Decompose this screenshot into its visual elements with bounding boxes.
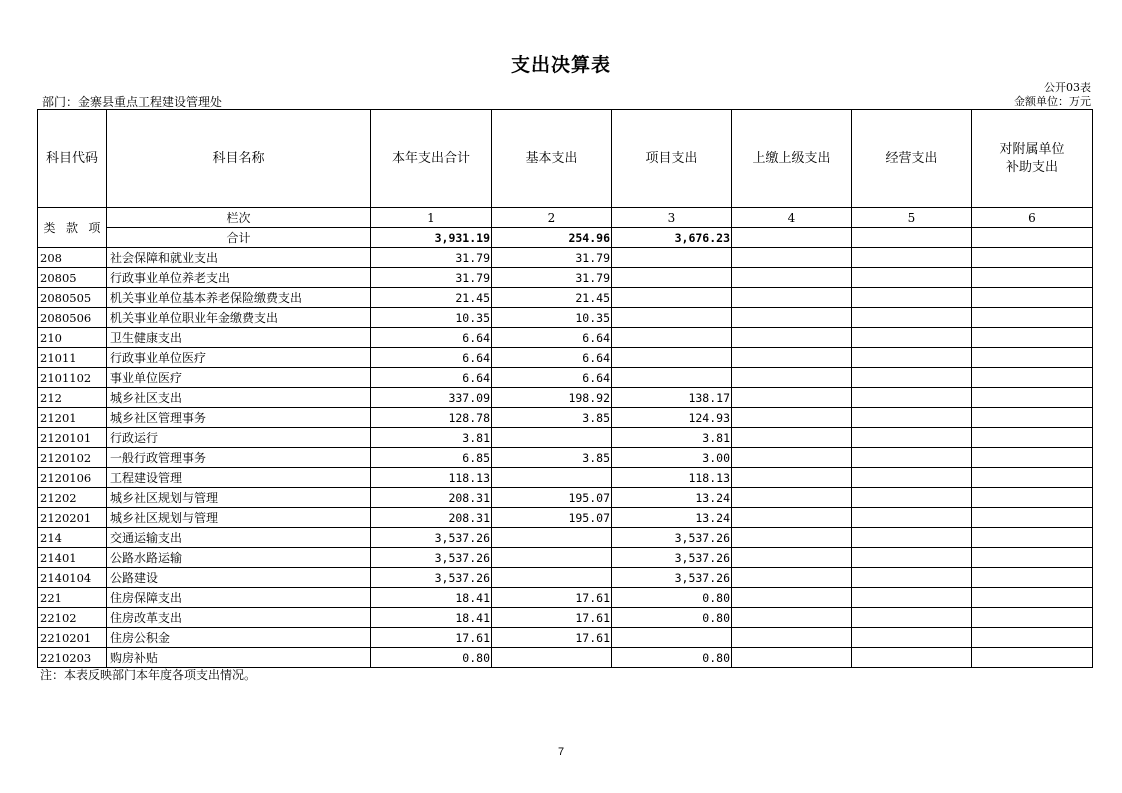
row-subsidy xyxy=(972,368,1093,388)
row-subsidy xyxy=(972,408,1093,428)
row-code: 20805 xyxy=(38,268,107,288)
row-project xyxy=(612,268,732,288)
row-name: 购房补贴 xyxy=(107,648,371,668)
row-name: 社会保障和就业支出 xyxy=(107,248,371,268)
row-project: 0.80 xyxy=(612,608,732,628)
header-project: 项目支出 xyxy=(612,110,732,208)
row-subsidy xyxy=(972,628,1093,648)
table-row xyxy=(38,408,1093,428)
table-row xyxy=(38,388,1093,408)
row-total: 31.79 xyxy=(371,268,492,288)
row-subsidy xyxy=(972,488,1093,508)
header-name: 科目名称 xyxy=(107,110,371,208)
row-business xyxy=(852,408,972,428)
col-number: 5 xyxy=(852,208,972,228)
row-subsidy xyxy=(972,248,1093,268)
row-basic: 3.85 xyxy=(492,408,612,428)
row-subsidy xyxy=(972,608,1093,628)
row-subsidy xyxy=(972,268,1093,288)
row-name: 行政事业单位医疗 xyxy=(107,348,371,368)
row-name: 公路建设 xyxy=(107,568,371,588)
row-subsidy xyxy=(972,348,1093,368)
row-upper xyxy=(732,528,852,548)
row-name: 机关事业单位职业年金缴费支出 xyxy=(107,308,371,328)
row-code: 2080505 xyxy=(38,288,107,308)
row-upper xyxy=(732,628,852,648)
row-project xyxy=(612,348,732,368)
total-amount: 3,931.19 xyxy=(371,228,492,248)
row-basic: 17.61 xyxy=(492,628,612,648)
row-code: 21011 xyxy=(38,348,107,368)
table-row xyxy=(38,328,1093,348)
row-project xyxy=(612,328,732,348)
row-upper xyxy=(732,328,852,348)
row-basic xyxy=(492,528,612,548)
xiang-label: 项 xyxy=(88,220,101,235)
row-name: 一般行政管理事务 xyxy=(107,448,371,468)
row-business xyxy=(852,368,972,388)
row-upper xyxy=(732,468,852,488)
row-upper xyxy=(732,308,852,328)
row-name: 事业单位医疗 xyxy=(107,368,371,388)
table-row xyxy=(38,368,1093,388)
table-row xyxy=(38,588,1093,608)
col-number: 6 xyxy=(972,208,1093,228)
table-row xyxy=(38,488,1093,508)
totals-row xyxy=(38,228,1093,248)
row-subsidy xyxy=(972,428,1093,448)
row-code: 2210201 xyxy=(38,628,107,648)
row-project: 13.24 xyxy=(612,488,732,508)
row-business xyxy=(852,528,972,548)
row-name: 机关事业单位基本养老保险缴费支出 xyxy=(107,288,371,308)
row-total: 6.85 xyxy=(371,448,492,468)
row-name: 城乡社区支出 xyxy=(107,388,371,408)
table-row xyxy=(38,548,1093,568)
row-total: 128.78 xyxy=(371,408,492,428)
row-subsidy xyxy=(972,528,1093,548)
row-project: 138.17 xyxy=(612,388,732,408)
row-upper xyxy=(732,448,852,468)
header-business: 经营支出 xyxy=(852,110,972,208)
table-row xyxy=(38,288,1093,308)
row-subsidy xyxy=(972,548,1093,568)
row-business xyxy=(852,588,972,608)
page-title: 支出决算表 xyxy=(510,54,611,76)
row-project xyxy=(612,368,732,388)
row-name: 住房公积金 xyxy=(107,628,371,648)
row-name: 卫生健康支出 xyxy=(107,328,371,348)
total-business xyxy=(852,228,972,248)
row-upper xyxy=(732,288,852,308)
kuan-label: 款 xyxy=(65,220,78,235)
col-number: 1 xyxy=(371,208,492,228)
row-total: 3.81 xyxy=(371,428,492,448)
row-code: 210 xyxy=(38,328,107,348)
total-project: 3,676.23 xyxy=(612,228,732,248)
row-business xyxy=(852,648,972,668)
row-basic: 21.45 xyxy=(492,288,612,308)
row-basic: 31.79 xyxy=(492,248,612,268)
row-code: 2101102 xyxy=(38,368,107,388)
header-total: 本年支出合计 xyxy=(371,110,492,208)
row-upper xyxy=(732,348,852,368)
row-subsidy xyxy=(972,508,1093,528)
row-code: 221 xyxy=(38,588,107,608)
row-business xyxy=(852,348,972,368)
row-project: 0.80 xyxy=(612,648,732,668)
row-name: 城乡社区规划与管理 xyxy=(107,508,371,528)
row-subsidy xyxy=(972,328,1093,348)
table-row xyxy=(38,268,1093,288)
row-subsidy xyxy=(972,468,1093,488)
row-total: 208.31 xyxy=(371,508,492,528)
row-total: 31.79 xyxy=(371,248,492,268)
row-name: 城乡社区规划与管理 xyxy=(107,488,371,508)
row-business xyxy=(852,628,972,648)
row-business xyxy=(852,328,972,348)
row-business xyxy=(852,568,972,588)
row-code: 21401 xyxy=(38,548,107,568)
row-subsidy xyxy=(972,568,1093,588)
row-upper xyxy=(732,388,852,408)
row-subsidy xyxy=(972,588,1093,608)
row-business xyxy=(852,548,972,568)
row-business xyxy=(852,468,972,488)
row-code: 208 xyxy=(38,248,107,268)
row-upper xyxy=(732,368,852,388)
row-name: 行政运行 xyxy=(107,428,371,448)
row-code: 2120201 xyxy=(38,508,107,528)
row-project xyxy=(612,628,732,648)
header-row xyxy=(38,110,1093,208)
row-name: 住房保障支出 xyxy=(107,588,371,608)
amount-unit-label: 金额单位：万元 xyxy=(1014,95,1091,108)
row-code: 2210203 xyxy=(38,648,107,668)
row-business xyxy=(852,508,972,528)
header-upper: 上缴上级支出 xyxy=(732,110,852,208)
row-project: 3,537.26 xyxy=(612,568,732,588)
row-business xyxy=(852,308,972,328)
row-basic: 6.64 xyxy=(492,348,612,368)
row-basic: 195.07 xyxy=(492,508,612,528)
row-code: 2140104 xyxy=(38,568,107,588)
table-body xyxy=(38,208,1093,668)
row-basic: 10.35 xyxy=(492,308,612,328)
row-business xyxy=(852,248,972,268)
row-name: 住房改革支出 xyxy=(107,608,371,628)
table-row xyxy=(38,448,1093,468)
header-code: 科目代码 xyxy=(38,110,107,208)
row-subsidy xyxy=(972,288,1093,308)
table-row xyxy=(38,308,1093,328)
row-project: 0.80 xyxy=(612,588,732,608)
row-subsidy xyxy=(972,308,1093,328)
row-total: 10.35 xyxy=(371,308,492,328)
row-code: 2120102 xyxy=(38,448,107,468)
row-project xyxy=(612,248,732,268)
row-upper xyxy=(732,548,852,568)
row-code: 2080506 xyxy=(38,308,107,328)
table-row xyxy=(38,568,1093,588)
table-row xyxy=(38,508,1093,528)
row-upper xyxy=(732,608,852,628)
row-total: 208.31 xyxy=(371,488,492,508)
row-basic xyxy=(492,648,612,668)
row-upper xyxy=(732,648,852,668)
table-row xyxy=(38,428,1093,448)
header-subsidy-line1: 对附属单位 xyxy=(999,141,1065,157)
row-code: 2120106 xyxy=(38,468,107,488)
table-row xyxy=(38,628,1093,648)
row-project: 3.00 xyxy=(612,448,732,468)
row-total: 17.61 xyxy=(371,628,492,648)
table-row xyxy=(38,248,1093,268)
row-upper xyxy=(732,488,852,508)
total-label: 合计 xyxy=(107,228,371,248)
row-name: 行政事业单位养老支出 xyxy=(107,268,371,288)
header-subsidy xyxy=(972,110,1093,208)
row-upper xyxy=(732,408,852,428)
row-business xyxy=(852,448,972,468)
column-number-row xyxy=(38,208,1093,228)
row-name: 城乡社区管理事务 xyxy=(107,408,371,428)
table-row xyxy=(38,608,1093,628)
lei-label: 类 xyxy=(43,220,56,235)
row-name: 交通运输支出 xyxy=(107,528,371,548)
row-upper xyxy=(732,248,852,268)
row-basic xyxy=(492,428,612,448)
row-code: 21202 xyxy=(38,488,107,508)
row-business xyxy=(852,288,972,308)
header-subsidy-line2: 补助支出 xyxy=(1005,159,1058,175)
row-subsidy xyxy=(972,388,1093,408)
row-project: 124.93 xyxy=(612,408,732,428)
page-number: 7 xyxy=(557,746,565,758)
row-name: 工程建设管理 xyxy=(107,468,371,488)
expenditure-table xyxy=(37,109,1093,668)
col-number: 2 xyxy=(492,208,612,228)
col-number: 4 xyxy=(732,208,852,228)
table-row xyxy=(38,468,1093,488)
table-row xyxy=(38,348,1093,368)
row-total: 3,537.26 xyxy=(371,568,492,588)
row-total: 6.64 xyxy=(371,328,492,348)
row-business xyxy=(852,488,972,508)
row-subsidy xyxy=(972,648,1093,668)
row-upper xyxy=(732,508,852,528)
row-code: 22102 xyxy=(38,608,107,628)
row-total: 118.13 xyxy=(371,468,492,488)
row-total: 3,537.26 xyxy=(371,528,492,548)
row-total: 337.09 xyxy=(371,388,492,408)
table-row xyxy=(38,648,1093,668)
department-label: 部门：金寨县重点工程建设管理处 xyxy=(42,95,223,109)
row-total: 18.41 xyxy=(371,588,492,608)
row-total: 3,537.26 xyxy=(371,548,492,568)
row-project: 3,537.26 xyxy=(612,528,732,548)
row-project: 3,537.26 xyxy=(612,548,732,568)
row-project xyxy=(612,308,732,328)
footnote: 注：本表反映部门本年度各项支出情况。 xyxy=(40,668,257,682)
form-number: 公开03表 xyxy=(1044,81,1091,94)
row-basic: 198.92 xyxy=(492,388,612,408)
row-total: 0.80 xyxy=(371,648,492,668)
row-business xyxy=(852,428,972,448)
row-basic: 31.79 xyxy=(492,268,612,288)
row-upper xyxy=(732,568,852,588)
row-basic: 6.64 xyxy=(492,368,612,388)
col-number: 3 xyxy=(612,208,732,228)
header-basic: 基本支出 xyxy=(492,110,612,208)
col-label: 栏次 xyxy=(107,208,371,228)
row-project: 3.81 xyxy=(612,428,732,448)
row-upper xyxy=(732,268,852,288)
row-basic: 3.85 xyxy=(492,448,612,468)
row-project xyxy=(612,288,732,308)
table-row xyxy=(38,528,1093,548)
row-subsidy xyxy=(972,448,1093,468)
row-basic: 17.61 xyxy=(492,608,612,628)
row-business xyxy=(852,608,972,628)
row-code: 2120101 xyxy=(38,428,107,448)
total-basic: 254.96 xyxy=(492,228,612,248)
row-basic: 6.64 xyxy=(492,328,612,348)
row-total: 6.64 xyxy=(371,368,492,388)
row-project: 13.24 xyxy=(612,508,732,528)
total-upper xyxy=(732,228,852,248)
row-name: 公路水路运输 xyxy=(107,548,371,568)
row-business xyxy=(852,268,972,288)
row-project: 118.13 xyxy=(612,468,732,488)
total-subsidy xyxy=(972,228,1093,248)
row-total: 21.45 xyxy=(371,288,492,308)
row-upper xyxy=(732,588,852,608)
row-basic: 195.07 xyxy=(492,488,612,508)
row-total: 6.64 xyxy=(371,348,492,368)
lei-kuan-xiang-cell xyxy=(38,208,107,248)
row-basic xyxy=(492,548,612,568)
row-code: 21201 xyxy=(38,408,107,428)
row-code: 212 xyxy=(38,388,107,408)
row-upper xyxy=(732,428,852,448)
row-total: 18.41 xyxy=(371,608,492,628)
row-basic xyxy=(492,568,612,588)
row-basic: 17.61 xyxy=(492,588,612,608)
row-basic xyxy=(492,468,612,488)
row-code: 214 xyxy=(38,528,107,548)
row-business xyxy=(852,388,972,408)
